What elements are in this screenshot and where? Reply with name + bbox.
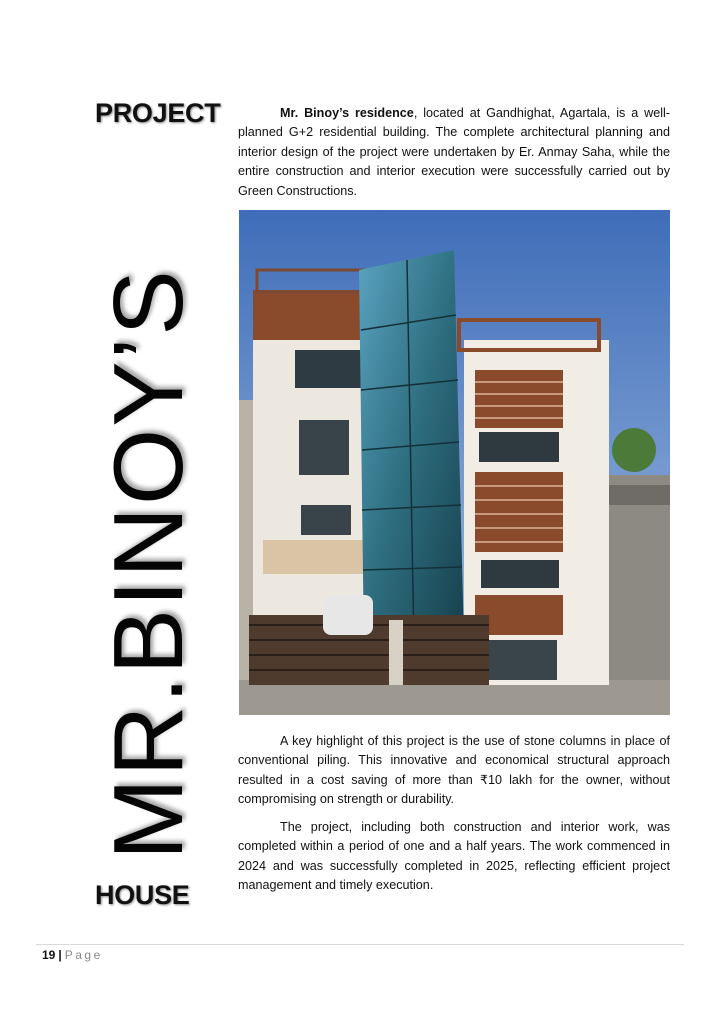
intro-lead: Mr. Binoy’s residence — [280, 106, 414, 120]
highlight-paragraph: A key highlight of this project is the use of stone columns in place of conventional piling. This innovative and economical structural approach resulted in a cost saving of more than ₹10 lakh for the owner, without compromising on strength or durability. — [238, 734, 670, 807]
footer-separator: | — [58, 948, 62, 962]
vertical-project-title: MR.BINOY’S — [93, 268, 203, 860]
page-footer — [42, 948, 103, 962]
intro-paragraph — [238, 104, 670, 201]
building-photo — [239, 210, 670, 715]
intro-text: , located at Gandhighat, Agartala, is a well-planned G+2 residential building. The complete architectural planning and interior design of the project were undertaken by Er. Anmay Saha, while the entire construction and interior execution were successfully carried out by Green Constructions. — [238, 106, 670, 198]
footer-divider — [36, 944, 684, 945]
timeline-paragraph: The project, including both construction and interior work, was completed within a period of one and a half years. The work commenced in 2024 and was successfully completed in 2025, reflecting efficient project management and timely execution. — [238, 820, 670, 893]
page-number: 19 — [42, 948, 56, 962]
side-label-project: PROJECT — [95, 98, 221, 128]
page-label: Page — [64, 948, 103, 962]
side-label-house: HOUSE — [95, 880, 190, 910]
